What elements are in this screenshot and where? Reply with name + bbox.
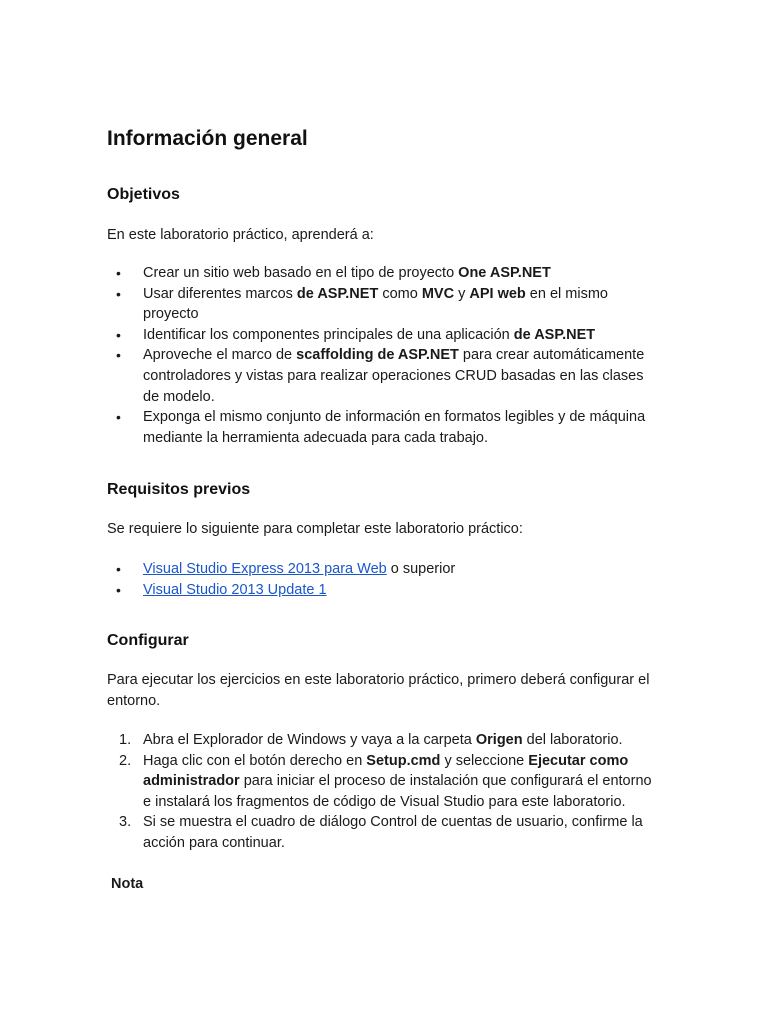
- step-number: 2.: [119, 752, 132, 769]
- item-bold: de ASP.NET: [513, 326, 596, 343]
- item-bold: MVC: [421, 285, 455, 302]
- list-item: [107, 284, 662, 325]
- objectives-intro: En este laboratorio práctico, aprenderá a:: [107, 227, 374, 243]
- item-bold: Ejecutar como administrador: [143, 752, 629, 790]
- item-text: como: [378, 285, 422, 302]
- list-item: [107, 263, 662, 284]
- item-bold: Setup.cmd: [366, 752, 441, 769]
- list-item: [107, 580, 662, 601]
- list-item: [107, 559, 662, 580]
- bullet-icon: •: [116, 285, 121, 302]
- objectives-list: [107, 263, 662, 448]
- bullet-icon: •: [116, 265, 121, 281]
- prerequisites-intro: Se requiere lo siguiente para completar este laboratorio práctico:: [107, 521, 523, 537]
- setup-heading: Configurar: [107, 632, 189, 649]
- item-bold: de ASP.NET: [296, 285, 379, 302]
- item-text: para crear automáticamente controladores y vistas para realizar operaciones CRUD basadas en las clases de modelo.: [143, 347, 645, 405]
- item-text: Crear un sitio web basado en el tipo de proyecto: [143, 265, 459, 281]
- item-text: Usar diferentes marcos: [143, 285, 297, 302]
- page-title: Información general: [107, 127, 308, 150]
- item-text: Exponga el mismo conjunto de información en formatos legibles y de máquina mediante la herramienta adecuada para cada trabajo.: [143, 409, 646, 446]
- item-text: y seleccione: [440, 752, 529, 769]
- list-item: [107, 751, 662, 813]
- item-text: o superior: [386, 561, 456, 577]
- bullet-icon: •: [116, 347, 121, 364]
- bullet-icon: •: [116, 326, 121, 343]
- list-item: [107, 812, 662, 853]
- list-item: [107, 407, 662, 448]
- item-bold: API web: [469, 285, 526, 302]
- setup-steps: [107, 730, 662, 854]
- item-text: Abra el Explorador de Windows y vaya a la carpeta: [143, 732, 476, 748]
- item-bold: scaffolding de ASP.NET: [296, 347, 459, 364]
- bullet-icon: •: [116, 561, 121, 577]
- item-text: en el mismo proyecto: [143, 285, 608, 323]
- bullet-icon: •: [116, 581, 121, 598]
- prerequisites-list: [107, 559, 662, 600]
- objectives-heading: Objetivos: [107, 186, 180, 203]
- list-item: [107, 730, 662, 751]
- item-text: para iniciar el proceso de instalación que configurará el entorno e instalará los fragmentos de código de Visual Studio para este laboratorio.: [143, 773, 652, 810]
- item-text: Aproveche el marco de: [143, 347, 297, 364]
- item-text: Haga clic con el botón derecho en: [143, 752, 367, 769]
- vs-express-link[interactable]: Visual Studio Express 2013 para Web: [143, 561, 387, 577]
- bullet-icon: •: [116, 409, 121, 426]
- step-number: 1.: [119, 732, 132, 748]
- note-label: Nota: [111, 876, 144, 892]
- vs-update-link[interactable]: Visual Studio 2013 Update 1: [143, 581, 327, 598]
- item-bold: One ASP.NET: [458, 265, 551, 281]
- item-text: Si se muestra el cuadro de diálogo Control de cuentas de usuario, confirme la acción para continuar.: [143, 814, 643, 851]
- prerequisites-heading: Requisitos previos: [107, 481, 251, 498]
- step-number: 3.: [119, 814, 132, 831]
- item-text: del laboratorio.: [522, 732, 623, 748]
- item-bold: Origen: [475, 732, 523, 748]
- item-text: Identificar los componentes principales de una aplicación: [143, 326, 514, 343]
- list-item: [107, 325, 662, 346]
- item-text: y: [454, 285, 470, 302]
- setup-intro: Para ejecutar los ejercicios en este laboratorio práctico, primero deberá configurar el entorno.: [107, 672, 650, 709]
- list-item: [107, 345, 662, 407]
